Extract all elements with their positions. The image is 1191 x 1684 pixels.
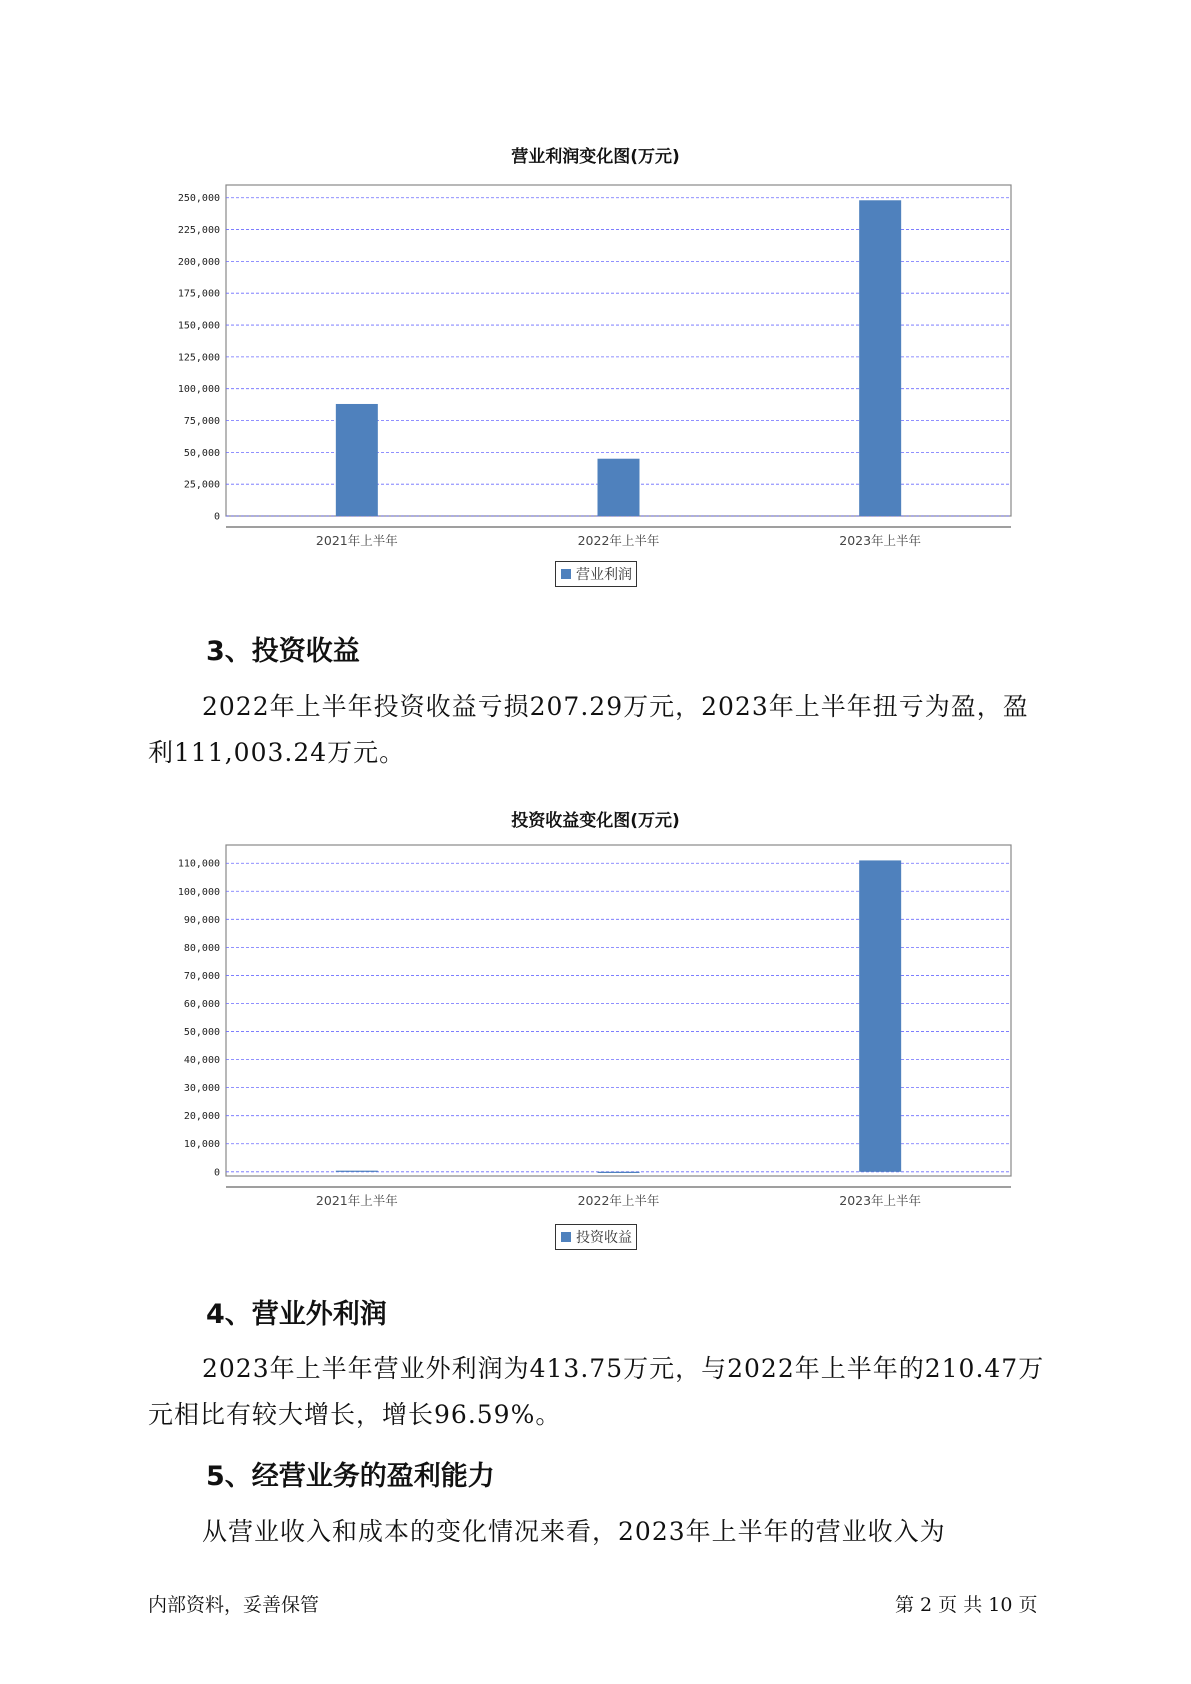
chart1-category-label: 2022年上半年 xyxy=(577,533,660,548)
chart2-bar-1 xyxy=(336,1171,378,1172)
section5-heading: 5、经营业务的盈利能力 xyxy=(206,1461,495,1492)
chart2-ytick-label: 50,000 xyxy=(183,1027,220,1039)
chart2-category-label: 2022年上半年 xyxy=(577,1193,660,1208)
chart2-ytick-label: 40,000 xyxy=(183,1055,220,1067)
chart2-ytick-label: 20,000 xyxy=(183,1111,220,1123)
footer-left: 内部资料，妥善保管 xyxy=(148,1594,320,1616)
section3-paragraph xyxy=(148,684,1054,776)
chart2-title: 投资收益变化图(万元) xyxy=(511,811,680,831)
chart1-ytick-label: 125,000 xyxy=(177,352,220,364)
chart1-bar-3 xyxy=(859,200,901,516)
legend-swatch xyxy=(561,1232,571,1242)
chart1-ytick-label: 225,000 xyxy=(177,225,220,237)
chart1-legend xyxy=(555,561,637,587)
chart2-ytick-label: 0 xyxy=(213,1167,220,1179)
chart2-ytick-label: 110,000 xyxy=(177,858,220,870)
chart1-ytick-label: 250,000 xyxy=(177,193,220,205)
chart2-ytick-label: 100,000 xyxy=(177,886,220,898)
chart1-bar-1 xyxy=(336,404,378,516)
section4-paragraph xyxy=(148,1346,1054,1438)
chart1-category-label: 2023年上半年 xyxy=(839,533,922,548)
chart1-ytick-label: 100,000 xyxy=(177,384,220,396)
chart2-category-label: 2021年上半年 xyxy=(315,1193,398,1208)
chart1-legend-label: 营业利润 xyxy=(576,567,632,583)
section5-line1: 从营业收入和成本的变化情况来看，2023年上半年的营业收入为 xyxy=(202,1517,946,1546)
legend-swatch xyxy=(561,569,571,579)
section5-paragraph xyxy=(148,1509,1054,1555)
chart2-investment-income xyxy=(0,820,1191,1208)
chart1-ytick-label: 75,000 xyxy=(183,416,220,428)
chart1-ytick-label: 0 xyxy=(213,511,220,523)
chart2-ytick-label: 60,000 xyxy=(183,998,220,1010)
footer-page-number: 第 2 页 共 10 页 xyxy=(895,1594,1038,1616)
section4-line1: 2023年上半年营业外利润为413.75万元，与2022年上半年的210.47万 xyxy=(202,1354,1045,1383)
chart2-category-label: 2023年上半年 xyxy=(839,1193,922,1208)
section3-heading: 3、投资收益 xyxy=(206,636,360,667)
chart1-ytick-label: 150,000 xyxy=(177,320,220,332)
chart1-ytick-label: 50,000 xyxy=(183,447,220,459)
chart1-category-label: 2021年上半年 xyxy=(315,533,398,548)
section3-line1: 2022年上半年投资收益亏损207.29万元，2023年上半年扭亏为盈，盈 xyxy=(202,692,1029,721)
section4-heading: 4、营业外利润 xyxy=(206,1299,387,1330)
chart1-title: 营业利润变化图(万元) xyxy=(511,147,680,167)
section4-line2: 元相比有较大增长，增长96.59%。 xyxy=(148,1400,562,1429)
chart2-legend-label: 投资收益 xyxy=(576,1230,632,1246)
chart1-ytick-label: 200,000 xyxy=(177,256,220,268)
chart2-bar-3 xyxy=(859,860,901,1171)
chart2-ytick-label: 30,000 xyxy=(183,1083,220,1095)
chart1-ytick-label: 25,000 xyxy=(183,479,220,491)
chart1-bar-2 xyxy=(598,459,640,516)
chart2-legend xyxy=(555,1224,637,1250)
chart1-ytick-label: 175,000 xyxy=(177,288,220,300)
chart2-bar-2 xyxy=(598,1172,640,1173)
chart1-operating-profit xyxy=(0,160,1191,548)
section3-line2: 利111,003.24万元。 xyxy=(148,738,406,767)
chart2-ytick-label: 70,000 xyxy=(183,970,220,982)
chart2-ytick-label: 10,000 xyxy=(183,1139,220,1151)
chart2-ytick-label: 90,000 xyxy=(183,914,220,926)
chart2-ytick-label: 80,000 xyxy=(183,942,220,954)
